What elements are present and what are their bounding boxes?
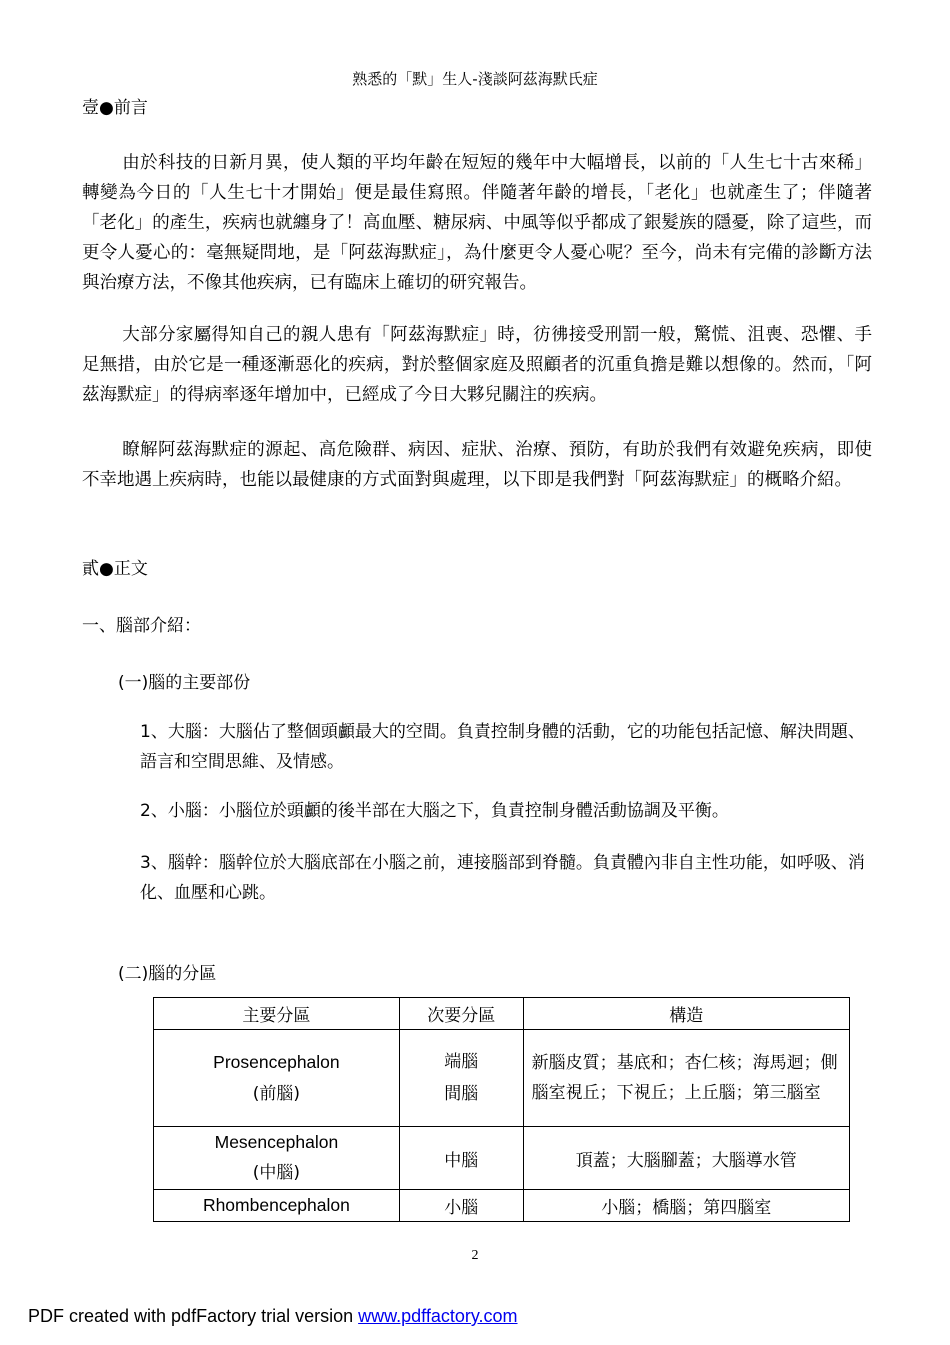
brain-intro-heading: 一、腦部介紹： [82, 616, 201, 636]
main-division-cell [154, 1127, 400, 1190]
brain-part-brainstem [140, 848, 872, 908]
paragraph-text: 大部分家屬得知自己的親人患有「阿茲海默症」時，彷彿接受刑罰一般，驚慌、沮喪、恐懼、手足無措，由於它是一種逐漸惡化的疾病，對於整個家庭及照顧者的沉重負擔是難以想像的。然而，「阿茲海默症」的得病率逐年增加中，已經成了今日大夥兒關注的疾病。 [82, 325, 872, 405]
header-sub-division: 次要分區 [399, 998, 523, 1030]
item-text: 腦幹位於大腦底部在小腦之前，連接腦部到脊髓。負責體內非自主性功能，如呼吸、消化、血壓和心跳。 [140, 853, 865, 903]
brain-part-cerebrum [140, 717, 872, 777]
brain-divisions-table [153, 997, 850, 1222]
table-header-row [154, 998, 850, 1030]
item-label: 1、大腦： [140, 722, 219, 742]
footer-text: PDF created with pdfFactory trial version [28, 1306, 359, 1326]
header-structure: 構造 [523, 998, 849, 1030]
preface-heading: 壹●前言 [82, 98, 148, 118]
structure-cell: 小腦；橋腦；第四腦室 [523, 1190, 849, 1222]
main-division-zh: (前腦) [252, 1084, 301, 1104]
item-label: 2、小腦： [140, 801, 219, 821]
main-division-en: Rhombencephalon [202, 1195, 350, 1215]
table-row [154, 1190, 850, 1222]
table-row [154, 1127, 850, 1190]
main-division-zh: (中腦) [252, 1163, 301, 1183]
main-parts-heading: (一)腦的主要部份 [118, 673, 251, 693]
pdf-footer [28, 1306, 518, 1327]
table-row [154, 1030, 850, 1127]
sub-division-cell: 端腦 間腦 [399, 1030, 523, 1127]
body-heading: 貳●正文 [82, 559, 148, 579]
preface-paragraph-2 [82, 320, 872, 410]
sub-division-cell: 中腦 [399, 1127, 523, 1190]
header-main-division: 主要分區 [154, 998, 400, 1030]
sub-division-cell: 小腦 [399, 1190, 523, 1222]
item-label: 3、腦幹： [140, 853, 219, 873]
divisions-heading: (二)腦的分區 [118, 964, 217, 984]
item-text: 大腦佔了整個頭顱最大的空間。負責控制身體的活動，它的功能包括記憶、解決問題、語言和空間思維、及情感。 [140, 722, 865, 772]
paragraph-text: 由於科技的日新月異，使人類的平均年齡在短短的幾年中大幅增長，以前的「人生七十古來稀」轉變為今日的「人生七十才開始」便是最佳寫照。伴隨著年齡的增長，「老化」也就產生了；伴隨著「老化」的產生，疾病也就纏身了！高血壓、糖尿病、中風等似乎都成了銀髮族的隱憂，除了這些，而更令人憂心的：毫無疑問地，是「阿茲海默症」，為什麼更令人憂心呢？至今，尚未有完備的診斷方法與治療方法，不像其他疾病，已有臨床上確切的研究報告。 [82, 153, 872, 293]
page-number: 2 [471, 1248, 479, 1263]
structure-cell: 新腦皮質；基底和；杏仁核；海馬迴；側腦室視丘；下視丘；上丘腦；第三腦室 [523, 1030, 849, 1127]
item-text: 小腦位於頭顱的後半部在大腦之下，負責控制身體活動協調及平衡。 [218, 801, 729, 821]
main-division-cell [154, 1190, 400, 1222]
brain-part-cerebellum [140, 796, 872, 826]
preface-paragraph-1 [82, 148, 872, 298]
paragraph-text: 瞭解阿茲海默症的源起、高危險群、病因、症狀、治療、預防，有助於我們有效避免疾病，即使不幸地遇上疾病時，也能以最健康的方式面對與處理，以下即是我們對「阿茲海默症」的概略介紹。 [82, 440, 872, 490]
running-header: 熟悉的「默」生人-淺談阿茲海默氏症 [352, 70, 598, 88]
preface-paragraph-3 [82, 435, 872, 495]
pdffactory-link[interactable]: www.pdffactory.com [358, 1306, 518, 1326]
main-division-en: Mesencephalon [214, 1132, 339, 1152]
structure-cell: 頂蓋；大腦腳蓋；大腦導水管 [523, 1127, 849, 1190]
main-division-en: Prosencephalon [213, 1052, 340, 1072]
main-division-cell [154, 1030, 400, 1127]
